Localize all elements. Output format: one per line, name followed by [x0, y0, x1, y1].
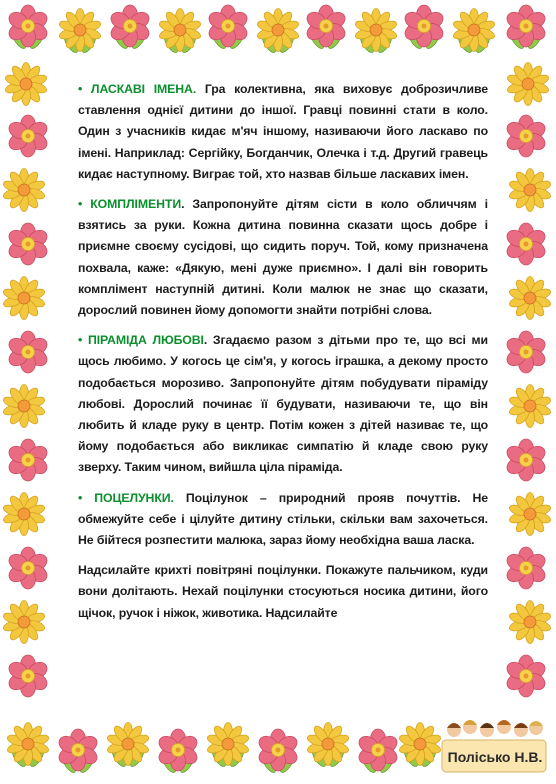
author-signature: Полісько Н.В.: [447, 749, 543, 765]
bullet-marker: •: [78, 333, 83, 348]
left-flower-column: [2, 63, 50, 698]
bottom-flower-row: [6, 723, 442, 775]
bullet-marker: •: [78, 197, 83, 212]
section-heading: ПОЦЕЛУНКИ.: [94, 490, 174, 505]
section-text: . Згадаємо разом з дітьми про те, що всі ми щось любимо. У когось це сім'я, у когось іграшка, а декому просто подобається морозиво. Запропонуйте дітям побудувати піраміду любові. Дорослий починає її будувати, називаючи те, що він любить й кладе руку в центр. Потім кожен з дітей називає те, що йому подобається або викликає симпатію й кладе свою руку зверху. Таким чином, вийшла ціла піраміда.: [78, 333, 488, 475]
section-kisses: [78, 488, 488, 552]
section-compliments: [78, 194, 488, 321]
bullet-marker: •: [78, 82, 83, 96]
section-heading: КОМПЛІМЕНТИ: [90, 197, 182, 212]
section-love-pyramid: [78, 330, 488, 478]
section-text: . Запропонуйте дітям сісти в коло обличчям і взятись за руки. Кожна дитина повинна сказати щось добре і приємне своєму сусідові, що сидить поруч. Той, кому призначена похвала, каже: «Дякую, мені дуже приємно». І далі він говорить комплімент наступній дитині. Коли малюк не знає що сказати, дорослий повинен йому допомогти знайти потрібні слова.: [78, 197, 488, 318]
closing-paragraph: Надсилайте крихті повітряні поцілунки. Покажуте пальчиком, куди вони долітають. Нехай поцілунки стосуються носика дитини, його щічок, ручок і ніжок, животика. Надсилайте: [78, 563, 488, 620]
main-text-block: [78, 79, 488, 633]
right-flower-column: [504, 63, 552, 698]
section-heading: ЛАСКАВІ ІМЕНА.: [90, 82, 197, 96]
top-flower-row: [6, 5, 548, 54]
section-text: Поцілунок – природний прояв почуттів. Не обмежуйте себе і цілуйте дитину стільки, скільки вам захочеться. Не бійтеся розпестити малюка, зараз йому необхідна ваша ласка.: [78, 490, 488, 548]
bullet-marker: •: [78, 490, 83, 505]
section-text: Гра колективна, яка виховує доброзичливе ставлення однієї дитини до іншої. Гравці повинні стати в коло. Один з учасників кидає м'яч іншому, називаючи його ласкаво по імені. Наприклад: Сергійку, Богданчик, Олечка і т.д. Другий гравець кидає наступному. Виграє той, хто назвав більше ласкавих імен.: [78, 82, 488, 181]
section-heading: ПІРАМІДА ЛЮБОВІ: [87, 333, 204, 348]
section-affectionate-names: [78, 79, 488, 185]
